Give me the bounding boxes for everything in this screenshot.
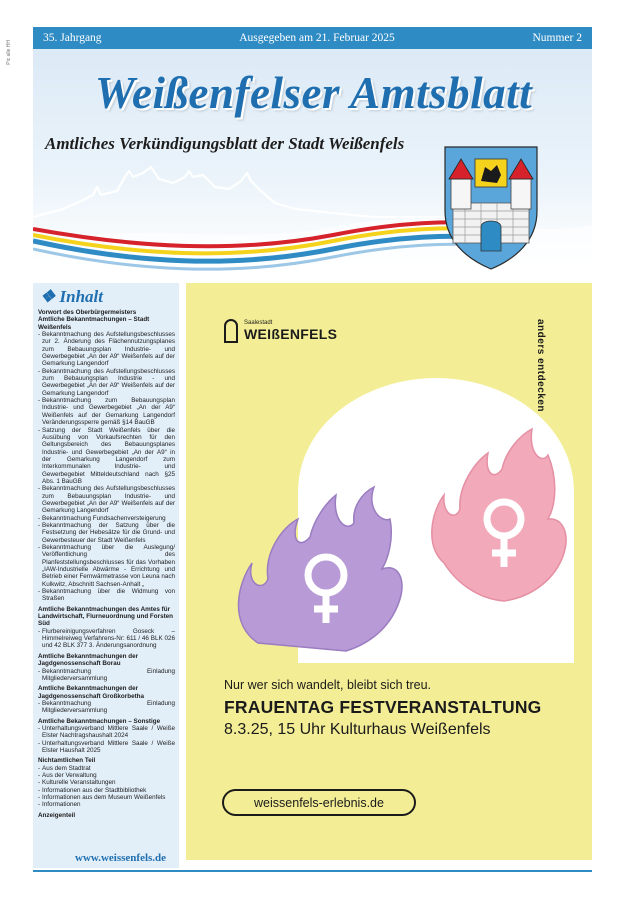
- contents-list-item: - Bekanntmachung über die Widmung von Straßen: [38, 588, 175, 603]
- event-title: FRAUENTAG FESTVERANSTALTUNG: [224, 697, 542, 717]
- contents-list-item: - Informationen aus der Stadtbibliothek: [38, 787, 175, 794]
- header-bar: [33, 27, 592, 49]
- event-url-text: weissenfels-erlebnis.de: [254, 795, 384, 810]
- brand-name: WEIßENFELS: [244, 326, 338, 342]
- contents-list-item: - Unterhaltungsverband Mittlere Saale / Weiße Elster Haushalt 2025: [38, 740, 175, 755]
- newspaper-title: Weißenfelser Amtsblatt: [94, 68, 533, 118]
- contents-section-heading: Anzeigenteil: [38, 811, 76, 819]
- poster-tagline: Nur wer sich wandelt, bleibt sich treu.: [224, 678, 432, 692]
- contents-list-item: - Flurbereinigungsverfahren Goseck – Himmelreiweg Verfahrens-Nr: 611 / 46 BLK 026 und 42 BLK 377 3. Änderungsanordnung: [38, 628, 175, 650]
- contents-list-item: - Unterhaltungsverband Mittlere Saale / Weiße Elster Nachtragshaushalt 2024: [38, 725, 175, 740]
- contents-section-heading: Amtliche Bekanntmachungen des Amtes für Landwirtschaft, Flurneuordnung und Forsten Süd: [38, 605, 174, 628]
- contents-list-item: - Aus der Verwaltung: [38, 772, 175, 779]
- event-details: 8.3.25, 15 Uhr Kulturhaus Weißenfels: [224, 721, 491, 738]
- contents-list-item: - Bekanntmachung über die Auslegung/ Veröffentlichung des Planfeststellungsbeschlusses für das Vorhaben „IAW-Industrielle Abwärme - Errichtung und Betrieb einer Fernwärmetrasse von Leuna nach Kulkwitz, Abschnitt Sachsen-Anhalt „: [38, 544, 175, 588]
- issue-date: Ausgegeben am 21. Februar 2025: [239, 32, 395, 44]
- contents-list-item: - Bekanntmachung des Aufstellungsbeschlusses zum Bebauungsplan Industrie - und Gewerbegebiet „An der A9“ Weißenfels auf der Gemarkung Langendorf: [38, 368, 175, 397]
- contents-list-item: - Aus dem Stadtrat: [38, 765, 175, 772]
- side-note: Pic alle HH: [6, 40, 12, 65]
- event-poster: [186, 283, 592, 860]
- coat-of-arms-icon: [441, 141, 541, 271]
- brand-logo: [224, 319, 337, 343]
- contents-section-heading: Amtliche Bekanntmachungen – Sonstige: [38, 717, 161, 725]
- brand-small-text: Saalestadt: [244, 320, 273, 326]
- contents-sidebar: [33, 283, 179, 868]
- contents-list-item: - Kulturelle Veranstaltungen: [38, 779, 175, 786]
- contents-list-item: - Bekanntmachung Einladung Mitgliederversammlung: [38, 700, 175, 715]
- vertical-slogan: anders entdecken: [535, 319, 546, 413]
- contents-list-item: - Informationen: [38, 801, 175, 808]
- masthead: [33, 49, 592, 273]
- contents-section-heading: Amtliche Bekanntmachungen der Jagdgenossenschaft Großkorbetha: [38, 685, 145, 700]
- contents-list-item: - Bekanntmachung Fundsachenversteigerung: [38, 515, 175, 522]
- contents-section-heading: Nichtamtlichen Teil: [38, 757, 96, 765]
- newspaper-subtitle: Amtliches Verkündigungsblatt der Stadt Weißenfels: [45, 134, 405, 153]
- contents-list-item: - Bekanntmachung zum Bebauungsplan Industrie- und Gewerbegebiet „An der A9“ Weißenfels auf der Gemarkung Langendorf Veränderungssperre gemäß §14 BauGB: [38, 397, 175, 426]
- contents-list-item: - Bekanntmachung des Aufstellungsbeschlusses zum Bebauungsplan Industrie- und Gewerbegebiet „An der A9“ Weißenfels auf der Gemarkung Langendorf: [38, 485, 175, 514]
- volume-label: 35. Jahrgang: [43, 32, 102, 44]
- contents-list-item: - Bekanntmachung Einladung Mitgliederversammlung: [38, 668, 175, 683]
- bottom-rule: [33, 870, 592, 872]
- diamond-icon: ❖: [40, 287, 56, 306]
- contents-list-item: - Bekanntmachung des Aufstellungsbeschlusses zur 2. Änderung des Flächennutzungsplanes zum Bebauungsplan Industrie- und Gewerbegebiet „An der A9“ Weißenfels auf der Gemarkung Langendorf: [38, 331, 175, 368]
- contents-section-heading: Amtliche Bekanntmachungen – Stadt Weißenfels: [38, 316, 150, 331]
- brand-mark-icon: [224, 319, 238, 343]
- contents-list-item: - Satzung der Stadt Weißenfels über die Ausübung von Vorkaufsrechten für den Geltungsbereich des Bebauungsplanes Industrie- und Gewerbegebiet „An der A9“ in der Gemarkung Langendorf zum Interkommunalen Industrie- und Gewerbegebiet Mitteldeutschland nach §25 Abs. 1 BauGB: [38, 427, 175, 486]
- event-url-button[interactable]: [222, 789, 416, 816]
- contents-section-heading: Vorwort des Oberbürgermeisters: [38, 309, 137, 316]
- contents-list-item: - Informationen aus dem Museum Weißenfels: [38, 794, 175, 801]
- contents-heading-text: Inhalt: [59, 287, 103, 306]
- issue-number: Nummer 2: [532, 32, 582, 44]
- contents-list: [38, 309, 175, 819]
- contents-section-heading: Amtliche Bekanntmachungen der Jagdgenossenschaft Borau: [38, 652, 139, 668]
- contents-heading: [40, 287, 175, 307]
- website-link[interactable]: www.weissenfels.de: [75, 852, 167, 864]
- contents-list-item: - Bekanntmachung der Satzung über die Festsetzung der Hebesätze für die Grund- und Gewerbesteuer der Stadt Weißenfels: [38, 522, 175, 544]
